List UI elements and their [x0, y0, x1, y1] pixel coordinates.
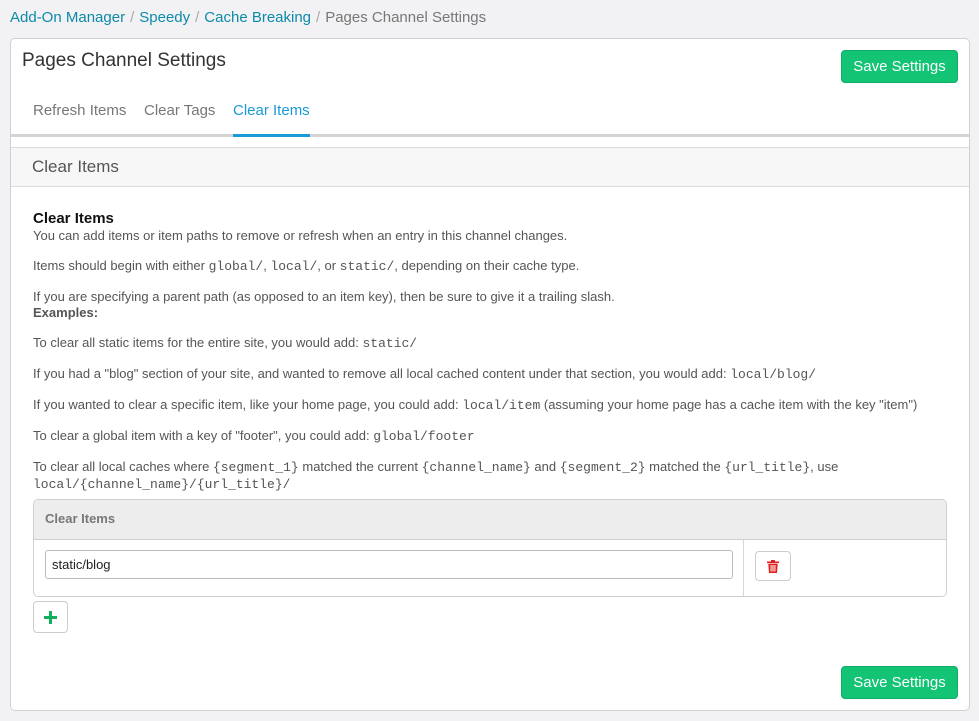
code: global/footer: [373, 429, 475, 444]
example-5: [33, 459, 953, 493]
tab-clear-tags[interactable]: Clear Tags: [144, 102, 216, 119]
clear-item-input[interactable]: [45, 550, 733, 579]
code: local/: [270, 259, 318, 274]
clear-items-grid: [33, 499, 947, 597]
text: If you wanted to clear a specific item, like your home page, you could add:: [33, 397, 463, 412]
text: (assuming your home page has a cache item with the key "item"): [540, 397, 918, 412]
code: local/item: [462, 398, 541, 413]
code: global/: [208, 259, 264, 274]
save-settings-button-top[interactable]: Save Settings: [841, 50, 958, 83]
instructions-heading: Clear Items: [33, 210, 114, 227]
code: {channel_name}: [421, 460, 531, 475]
table-row: [34, 540, 946, 597]
code: {segment_1}: [212, 460, 299, 475]
plus-icon: [44, 611, 57, 624]
example-3: [33, 397, 953, 414]
breadcrumb-separator: /: [316, 9, 321, 26]
text: and: [530, 459, 560, 474]
page-title: Pages Channel Settings: [22, 50, 226, 71]
text: If you had a "blog" section of your site, and wanted to remove all local cached content under that section, you would add:: [33, 366, 731, 381]
breadcrumb-link-addon-manager[interactable]: Add-On Manager: [10, 9, 126, 26]
code: local/blog/: [730, 367, 817, 382]
text: , use: [810, 459, 839, 474]
tab-bar: [11, 91, 969, 137]
code: {segment_2}: [559, 460, 646, 475]
text: To clear all local caches where: [33, 459, 213, 474]
code: static/: [339, 259, 395, 274]
tab-clear-items[interactable]: Clear Items: [233, 91, 310, 137]
grid-cell-item: [34, 540, 744, 597]
breadcrumb-link-speedy[interactable]: Speedy: [139, 9, 191, 26]
section-header: Clear Items: [11, 147, 969, 187]
text: To clear a global item with a key of "footer", you could add:: [33, 428, 374, 443]
instructions-intro: You can add items or item paths to remove or refresh when an entry in this channel changes.: [33, 228, 568, 243]
delete-row-button[interactable]: [755, 551, 791, 581]
breadcrumb-current: Pages Channel Settings: [325, 9, 487, 26]
text: , depending on their cache type.: [394, 258, 580, 273]
code: {url_title}: [724, 460, 811, 475]
breadcrumb: [10, 9, 486, 27]
breadcrumb-separator: /: [130, 9, 135, 26]
grid-header: Clear Items: [34, 500, 946, 540]
example-1: [33, 335, 953, 352]
add-row-button[interactable]: [33, 601, 68, 633]
text: Items should begin with either: [33, 258, 209, 273]
breadcrumb-link-cache-breaking[interactable]: Cache Breaking: [204, 9, 312, 26]
breadcrumb-separator: /: [195, 9, 200, 26]
settings-panel: [10, 38, 970, 711]
example-2: [33, 366, 953, 383]
instructions: [33, 210, 953, 493]
text: , or: [317, 258, 340, 273]
trash-icon: [767, 560, 779, 573]
text: matched the current: [298, 459, 422, 474]
tab-refresh-items[interactable]: Refresh Items: [33, 102, 127, 119]
text: To clear all static items for the entire site, you would add:: [33, 335, 363, 350]
code: local/{channel_name}/{url_title}/: [33, 477, 291, 492]
instructions-parent-path: If you are specifying a parent path (as opposed to an item key), then be sure to give it a trailing slash.: [33, 289, 615, 304]
code: static/: [362, 336, 418, 351]
instructions-begin: [33, 258, 953, 275]
example-4: [33, 428, 953, 445]
text: matched the: [645, 459, 725, 474]
examples-label: Examples:: [33, 305, 99, 320]
text: ,: [263, 258, 271, 273]
save-settings-button-bottom[interactable]: Save Settings: [841, 666, 958, 699]
